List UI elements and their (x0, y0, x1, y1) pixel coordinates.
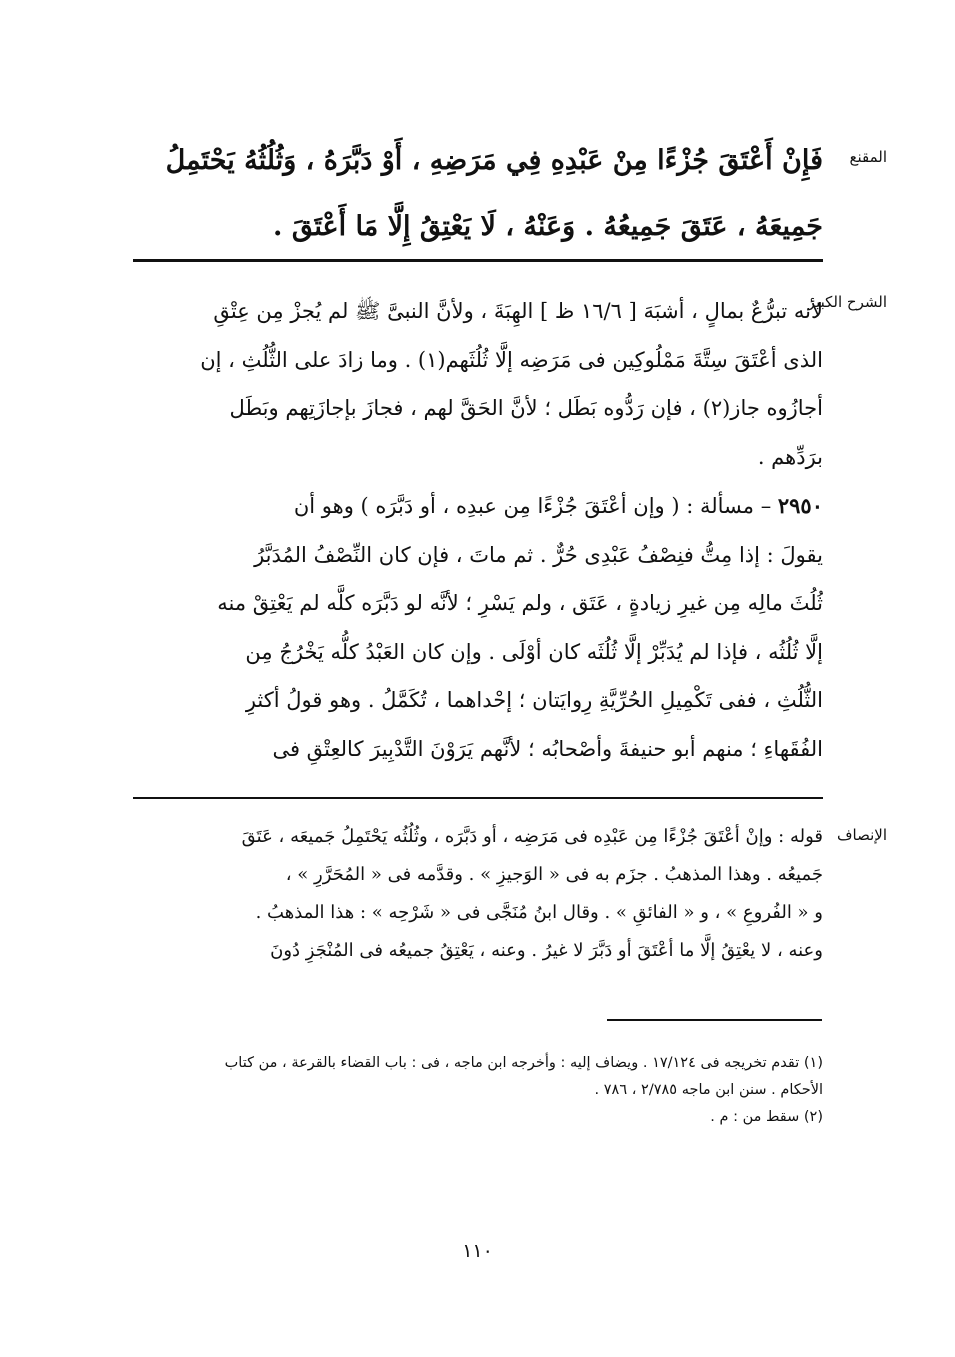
muqni-line-1: فَإِنْ أَعْتَقَ جُزْءًا مِنْ عَبْدِهِ فِي مَرَضِهِ ، أَوْ دَبَّرَهُ ، وَثُلُثُهُ يَحْتَمِلُ (165, 145, 823, 176)
sharh-line-1: لأنه تبرُّعٌ بمالٍ ، أشبَهَ [ ١٦/٦ ظ ] الهِبَةَ ، ولأنَّ النبىَّ ﷺ لم يُجزْ مِن عِتْقِ (213, 299, 823, 323)
footnote-line-3: (٢) سقط من : م . (710, 1109, 823, 1125)
footnote-line-2: الأحكام . سنن ابن ماجه ٢/٧٨٥ ، ٧٨٦ . (594, 1082, 823, 1098)
footnote-line-1: (١) تقدم تخريجه فى ١٧/١٢٤ . ويضاف إليه : وأخرجه ابن ماجه ، فى : باب القضاء بالقرعة ، من كتاب (224, 1055, 823, 1071)
footnote-divider (607, 1019, 822, 1021)
muqni-text (133, 128, 823, 260)
sharh-line-3: أجازُوه جاز(٢) ، فإن رَدُّوه بَطَل ؛ لأنَّ الحَقَّ لهم ، فجازَ بإجازَتِهم وبَطَل (229, 396, 823, 420)
masala-line-3: ثُلُثَ مالِه مِن غيرِ زيادةٍ ، عَتَق ، ولم يَسْرِ ؛ لأنَّه لو دَبَّرَه كلَّه لم يَعْتِقْ منه (217, 591, 823, 615)
sharh-text (133, 287, 823, 481)
masala-line-6: الفُقَهاءِ ؛ منهم أبو حنيفةَ وأصْحابُه ؛ لأنَّهم يَرَوْنَ التَّدْبِيرَ كالعِتْقِ فى (272, 736, 823, 761)
insaf-text (133, 818, 823, 970)
insaf-line-4: وعنه ، لا يعْتِقُ إلَّا ما أعْتَقَ أو دَبَّرَ لا غيرُ . وعنه ، يَعْتِقُ جميعُه فى المُنْجَزِ دُونَ (270, 940, 823, 961)
section-divider-thick (133, 259, 823, 262)
sharh-line-2: الذى أعْتَقَ سِتَّةَ مَمْلُوكِين فى مَرَضِه إلَّا ثُلُثَهم(١) . وما زادَ على الثُّلُثِ ، إن (200, 347, 823, 372)
section-divider-thin (133, 797, 823, 799)
page-number: ١١٠ (462, 1240, 493, 1262)
masala-line-2: يقولَ : إذا مِتُّ فنِصْفُ عَبْدِى حُرٌّ . ثم ماتَ ، فإن كان النِّصْفُ المُدَبَّرُ (254, 542, 823, 567)
muqni-label: المقنع (849, 148, 887, 166)
footnotes (133, 1050, 823, 1131)
insaf-line-2: جَميعُه . وهذا المذهبُ . جزَم به فى « الوَجيزِ » . وقدَّمه فى « المُحَرَّرِ » ، (285, 864, 823, 885)
masala-line-1 (133, 482, 823, 531)
masala-line-5: الثُّلُثِ ، ففى تَكْمِيلِ الحُرِّيَّةِ رِوايَتان ؛ إحْداهما ، تُكَمَّلُ . وهو قولُ أكثرِ (245, 688, 823, 712)
insaf-line-1: قوله : وإنْ أعْتَقَ جُزْءًا مِن عَبْدِه فى مَرَضِه ، أو دَبَّرَه ، وثُلُثُه يَحْتَمِلُ جَميعَه ، عَتَقَ (241, 826, 823, 847)
insaf-line-3: و « الفُروعِ » ، و « الفائقِ » . وقال ابنُ مُنَجَّى فى « شَرْحِه » : هذا المذهبُ . (255, 902, 823, 923)
masala-number: ٢٩٥٠ (777, 493, 823, 518)
masala-line-1-text: – مسألة : ( وإن أعْتَقَ جُزْءًا مِن عبدِه ، أو دَبَّرَه ) وهو أن (293, 494, 778, 518)
masala-line-4: إلَّا ثُلُثُه ، فإذا لم يُدَبِّرْ إلَّا ثُلُثَه كان أوْلَى . وإن كان العَبْدُ كلُّه يَخْرُجُ مِن (245, 639, 823, 664)
masala-text (133, 482, 823, 773)
sharh-line-4: برَدِّهم . (757, 444, 823, 469)
muqni-line-2: جَمِيعَهُ ، عَتَقَ جَمِيعُهُ . وَعَنْهُ ، لَا يَعْتِقُ إِلَّا مَا أَعْتَقَ . (273, 211, 823, 242)
sharh-label: الشرح الكبير (807, 293, 887, 311)
insaf-label: الإنصاف (836, 826, 887, 844)
